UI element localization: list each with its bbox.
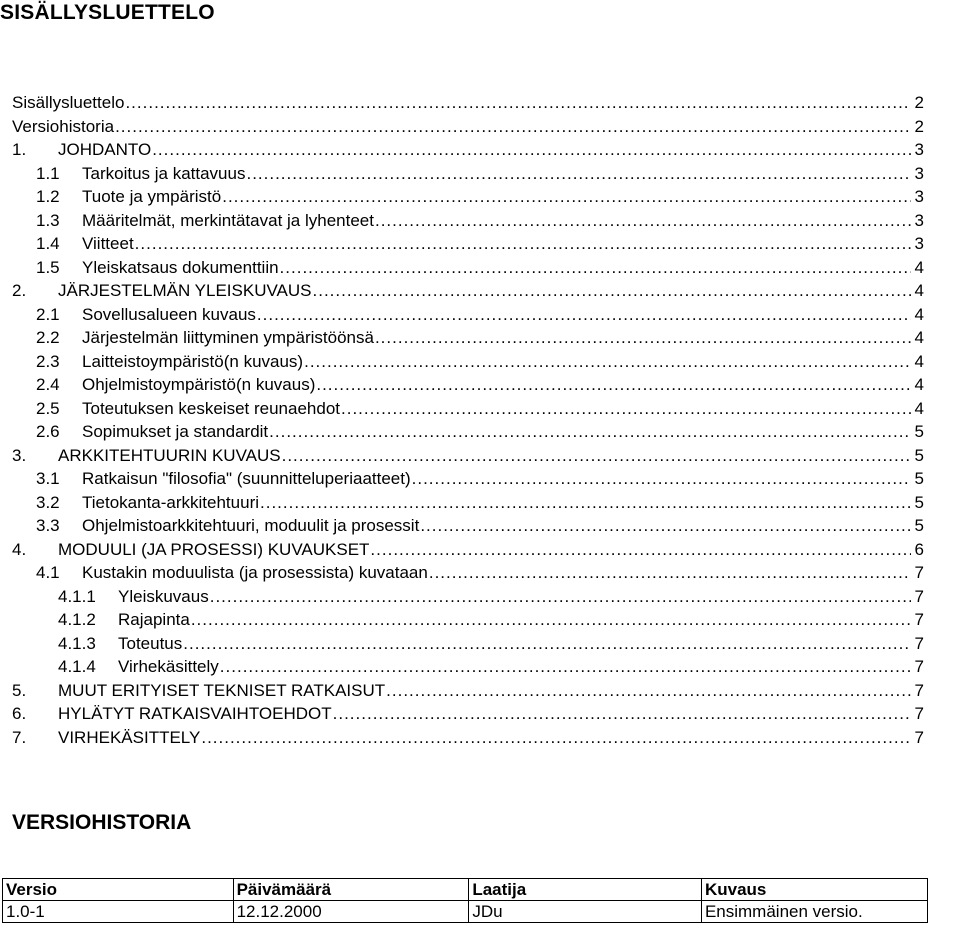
toc-entry-page: 5 bbox=[914, 469, 924, 488]
toc-entry[interactable] bbox=[12, 373, 924, 397]
toc-entry-page: 3 bbox=[914, 140, 924, 159]
toc-entry-page: 2 bbox=[914, 116, 924, 136]
toc-entry[interactable] bbox=[12, 232, 924, 256]
toc-dot-leader bbox=[152, 138, 911, 162]
table-of-contents bbox=[12, 91, 924, 749]
toc-entry-number: 4.1.3 bbox=[58, 633, 96, 653]
toc-dot-leader bbox=[313, 279, 911, 303]
toc-entry-title: JÄRJESTELMÄN YLEISKUVAUS bbox=[58, 281, 312, 300]
toc-entry-title: Toteutuksen keskeiset reunaehdot bbox=[82, 398, 341, 418]
toc-entry[interactable] bbox=[12, 585, 924, 609]
column-header-description: Kuvaus bbox=[701, 879, 927, 901]
toc-entry-page: 2 bbox=[914, 93, 924, 112]
toc-entry-number: 4.1.2 bbox=[58, 610, 96, 629]
toc-entry[interactable] bbox=[12, 138, 924, 162]
toc-entry-page: 3 bbox=[914, 163, 924, 183]
toc-entry-number: 4.1.4 bbox=[58, 657, 96, 676]
toc-entry-title: Virhekäsittely bbox=[118, 657, 219, 676]
toc-entry-title: Tietokanta-arkkitehtuuri bbox=[82, 492, 260, 512]
toc-entry-title: Viitteet bbox=[82, 234, 134, 253]
toc-entry-number: 3.2 bbox=[36, 492, 60, 512]
column-header-version: Versio bbox=[3, 879, 234, 901]
toc-entry[interactable] bbox=[12, 162, 924, 186]
toc-entry-number: 2.6 bbox=[36, 422, 60, 441]
toc-entry-page: 5 bbox=[914, 492, 924, 512]
toc-entry[interactable] bbox=[12, 679, 924, 703]
toc-dot-leader bbox=[429, 561, 911, 585]
toc-entry-title: Laitteistoympäristö(n kuvaus) bbox=[82, 351, 304, 371]
toc-entry-page: 3 bbox=[914, 234, 924, 253]
toc-entry-number: 2. bbox=[12, 281, 27, 300]
toc-entry-title: Versiohistoria bbox=[12, 116, 115, 136]
toc-dot-leader bbox=[260, 491, 911, 515]
toc-entry-page: 7 bbox=[914, 727, 924, 747]
toc-entry-title: Ohjelmistoarkkitehtuuri, moduulit ja prosessit bbox=[82, 516, 420, 535]
toc-entry-number: 2.4 bbox=[36, 375, 60, 394]
toc-dot-leader bbox=[135, 232, 911, 256]
table-row bbox=[3, 901, 928, 923]
toc-dot-leader bbox=[257, 303, 911, 327]
toc-entry[interactable] bbox=[12, 185, 924, 209]
toc-entry-page: 4 bbox=[914, 351, 924, 371]
toc-dot-leader bbox=[191, 608, 911, 632]
version-history-table bbox=[2, 878, 928, 923]
toc-entry[interactable] bbox=[12, 91, 924, 115]
toc-entry-number: 3. bbox=[12, 445, 27, 465]
toc-entry-title: Määritelmät, merkintätavat ja lyhenteet bbox=[82, 210, 374, 230]
toc-entry-number: 7. bbox=[12, 727, 27, 747]
toc-dot-leader bbox=[282, 444, 911, 468]
toc-entry-page: 5 bbox=[914, 422, 924, 441]
toc-entry-title: Toteutus bbox=[118, 633, 183, 653]
toc-dot-leader bbox=[341, 397, 911, 421]
toc-entry-title: MUUT ERITYISET TEKNISET RATKAISUT bbox=[58, 680, 386, 700]
toc-entry[interactable] bbox=[12, 726, 924, 750]
toc-entry-page: 4 bbox=[914, 398, 924, 418]
toc-entry-page: 3 bbox=[914, 210, 924, 230]
toc-entry[interactable] bbox=[12, 326, 924, 350]
toc-entry-page: 6 bbox=[914, 539, 924, 559]
toc-entry[interactable] bbox=[12, 279, 924, 303]
cell-author: JDu bbox=[469, 901, 702, 923]
cell-description: Ensimmäinen versio. bbox=[701, 901, 927, 923]
toc-dot-leader bbox=[375, 209, 911, 233]
toc-entry-title: Tarkoitus ja kattavuus bbox=[82, 163, 246, 183]
toc-entry-number: 1.3 bbox=[36, 210, 60, 230]
toc-heading: SISÄLLYSLUETTELO bbox=[0, 1, 215, 24]
toc-dot-leader bbox=[375, 326, 911, 350]
toc-dot-leader bbox=[386, 679, 911, 703]
toc-entry[interactable] bbox=[12, 632, 924, 656]
toc-dot-leader bbox=[333, 702, 911, 726]
toc-entry-number: 4.1 bbox=[36, 563, 60, 582]
toc-entry[interactable] bbox=[12, 608, 924, 632]
toc-entry-title: Ohjelmistoympäristö(n kuvaus) bbox=[82, 375, 316, 394]
toc-entry-number: 4.1.1 bbox=[58, 586, 96, 606]
toc-dot-leader bbox=[280, 256, 911, 280]
toc-entry[interactable] bbox=[12, 655, 924, 679]
table-header-row bbox=[3, 879, 928, 901]
toc-entry-page: 7 bbox=[914, 610, 924, 629]
toc-entry-title: Yleiskuvaus bbox=[118, 586, 209, 606]
toc-entry-title: Sovellusalueen kuvaus bbox=[82, 304, 256, 324]
toc-entry-page: 7 bbox=[914, 633, 924, 653]
cell-version: 1.0-1 bbox=[3, 901, 234, 923]
toc-dot-leader bbox=[269, 420, 911, 444]
toc-entry-title: HYLÄTYT RATKAISVAIHTOEHDOT bbox=[58, 704, 332, 723]
toc-dot-leader bbox=[316, 373, 911, 397]
toc-dot-leader bbox=[115, 115, 911, 139]
toc-entry-page: 4 bbox=[914, 304, 924, 324]
toc-dot-leader bbox=[420, 514, 911, 538]
toc-entry-number: 1.4 bbox=[36, 234, 60, 253]
toc-entry-title: Sopimukset ja standardit bbox=[82, 422, 269, 441]
toc-entry[interactable] bbox=[12, 209, 924, 233]
toc-entry-number: 1.2 bbox=[36, 187, 60, 206]
toc-entry-title: Yleiskatsaus dokumenttiin bbox=[82, 257, 279, 277]
column-header-date: Päivämäärä bbox=[233, 879, 469, 901]
toc-entry-title: Järjestelmän liittyminen ympäristöönsä bbox=[82, 328, 374, 347]
toc-entry-page: 4 bbox=[914, 328, 924, 347]
toc-entry-number: 2.3 bbox=[36, 351, 60, 371]
toc-dot-leader bbox=[246, 162, 911, 186]
toc-dot-leader bbox=[125, 91, 911, 115]
toc-dot-leader bbox=[222, 185, 911, 209]
toc-entry-page: 5 bbox=[914, 445, 924, 465]
toc-entry-number: 1.5 bbox=[36, 257, 60, 277]
toc-entry-title: Sisällysluettelo bbox=[12, 93, 125, 112]
column-header-author: Laatija bbox=[469, 879, 702, 901]
toc-entry[interactable] bbox=[12, 514, 924, 538]
toc-entry-page: 4 bbox=[914, 375, 924, 394]
toc-dot-leader bbox=[210, 585, 911, 609]
toc-entry[interactable] bbox=[12, 444, 924, 468]
toc-entry-number: 2.5 bbox=[36, 398, 60, 418]
toc-entry[interactable] bbox=[12, 491, 924, 515]
toc-entry-page: 7 bbox=[914, 657, 924, 676]
toc-entry[interactable] bbox=[12, 538, 924, 562]
toc-entry-page: 5 bbox=[914, 516, 924, 535]
toc-entry[interactable] bbox=[12, 303, 924, 327]
toc-entry-number: 4. bbox=[12, 539, 27, 559]
toc-entry[interactable] bbox=[12, 561, 924, 585]
toc-dot-leader bbox=[304, 350, 911, 374]
toc-entry-title: VIRHEKÄSITTELY bbox=[58, 727, 201, 747]
toc-dot-leader bbox=[183, 632, 911, 656]
version-history-heading: VERSIOHISTORIA bbox=[12, 811, 192, 834]
toc-entry-title: MODUULI (JA PROSESSI) KUVAUKSET bbox=[58, 539, 370, 559]
toc-entry-number: 3.3 bbox=[36, 516, 60, 535]
toc-entry[interactable] bbox=[12, 397, 924, 421]
cell-date: 12.12.2000 bbox=[233, 901, 469, 923]
toc-dot-leader bbox=[412, 467, 911, 491]
toc-entry-page: 4 bbox=[914, 257, 924, 277]
toc-dot-leader bbox=[220, 655, 911, 679]
toc-entry-number: 6. bbox=[12, 704, 27, 723]
toc-entry-number: 5. bbox=[12, 680, 27, 700]
toc-dot-leader bbox=[370, 538, 911, 562]
toc-entry-page: 7 bbox=[914, 586, 924, 606]
toc-entry-title: ARKKITEHTUURIN KUVAUS bbox=[58, 445, 281, 465]
toc-entry-number: 2.2 bbox=[36, 328, 60, 347]
toc-entry-page: 7 bbox=[914, 680, 924, 700]
toc-entry-title: Tuote ja ympäristö bbox=[82, 187, 222, 206]
toc-entry[interactable] bbox=[12, 350, 924, 374]
toc-entry-page: 4 bbox=[914, 281, 924, 300]
toc-entry-number: 1. bbox=[12, 140, 27, 159]
toc-dot-leader bbox=[201, 726, 911, 750]
toc-entry[interactable] bbox=[12, 702, 924, 726]
toc-entry-number: 1.1 bbox=[36, 163, 60, 183]
toc-entry-number: 2.1 bbox=[36, 304, 60, 324]
toc-entry-title: Kustakin moduulista (ja prosessista) kuvataan bbox=[82, 563, 428, 582]
toc-entry-number: 3.1 bbox=[36, 469, 60, 488]
toc-entry-title: Ratkaisun "filosofia" (suunnitteluperiaatteet) bbox=[82, 469, 411, 488]
toc-entry-title: JOHDANTO bbox=[58, 140, 152, 159]
toc-entry-page: 7 bbox=[914, 563, 924, 582]
toc-entry-page: 3 bbox=[914, 187, 924, 206]
toc-entry-title: Rajapinta bbox=[118, 610, 190, 629]
toc-entry[interactable] bbox=[12, 420, 924, 444]
toc-entry[interactable] bbox=[12, 467, 924, 491]
toc-entry[interactable] bbox=[12, 256, 924, 280]
toc-entry[interactable] bbox=[12, 115, 924, 139]
toc-entry-page: 7 bbox=[914, 704, 924, 723]
